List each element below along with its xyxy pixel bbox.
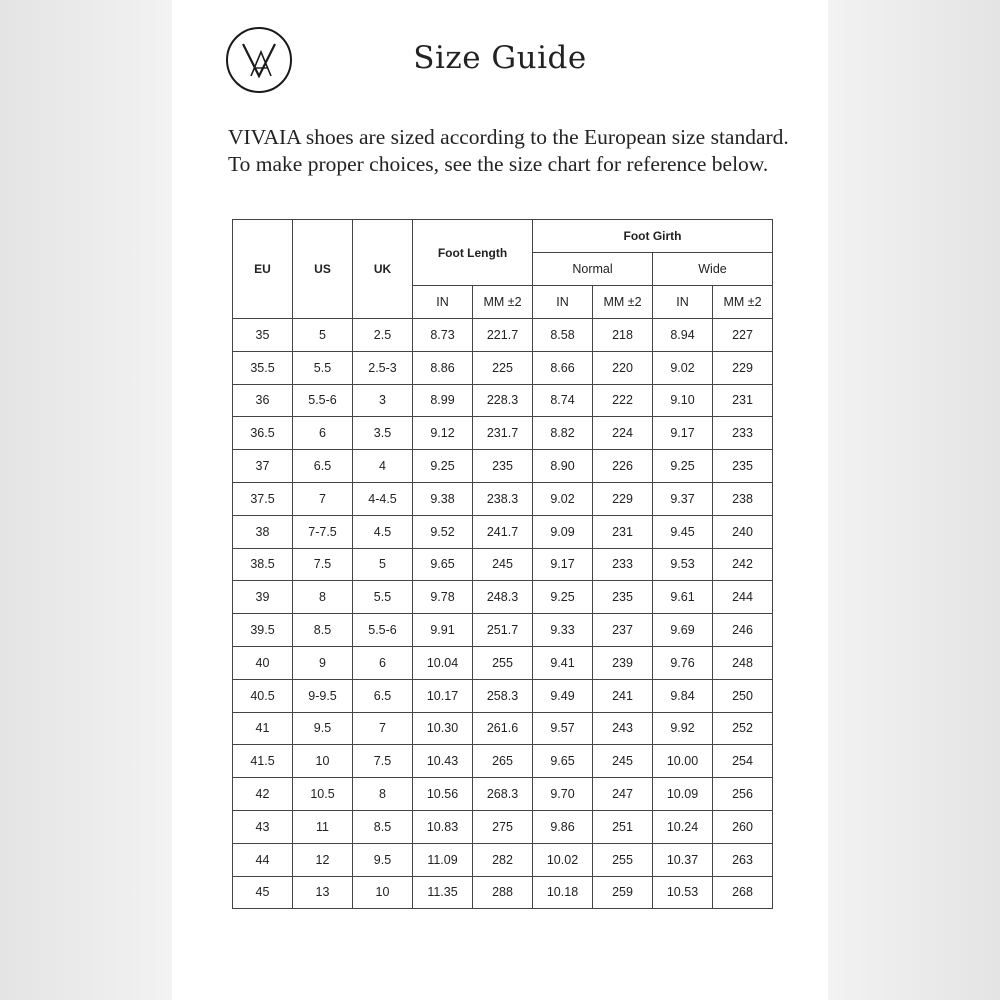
cell-uk: 10	[353, 876, 413, 909]
cell-length-in: 9.38	[413, 482, 473, 515]
cell-length-in: 8.99	[413, 384, 473, 417]
table-row	[233, 351, 773, 384]
cell-length-in: 10.17	[413, 679, 473, 712]
cell-normal-mm: 233	[593, 548, 653, 581]
cell-us: 9	[293, 646, 353, 679]
cell-wide-mm: 256	[713, 778, 773, 811]
intro-line: VIVAIA shoes are sized according to the European size standard.	[228, 125, 789, 149]
cell-length-mm: 251.7	[473, 614, 533, 647]
cell-eu: 37	[233, 450, 293, 483]
cell-us: 5.5	[293, 351, 353, 384]
cell-uk: 8	[353, 778, 413, 811]
cell-wide-in: 9.02	[653, 351, 713, 384]
cell-normal-mm: 224	[593, 417, 653, 450]
cell-us: 7	[293, 482, 353, 515]
cell-wide-in: 9.37	[653, 482, 713, 515]
cell-length-mm: 241.7	[473, 515, 533, 548]
cell-uk: 5.5	[353, 581, 413, 614]
cell-us: 9.5	[293, 712, 353, 745]
size-chart-body	[233, 319, 773, 909]
table-row	[233, 745, 773, 778]
cell-wide-in: 10.37	[653, 843, 713, 876]
cell-normal-in: 9.25	[533, 581, 593, 614]
cell-wide-in: 10.00	[653, 745, 713, 778]
cell-us: 11	[293, 810, 353, 843]
cell-us: 5.5-6	[293, 384, 353, 417]
cell-us: 12	[293, 843, 353, 876]
cell-us: 7.5	[293, 548, 353, 581]
table-row	[233, 417, 773, 450]
table-row	[233, 515, 773, 548]
cell-normal-mm: 243	[593, 712, 653, 745]
cell-wide-mm: 229	[713, 351, 773, 384]
header-normal-in: IN	[533, 286, 593, 319]
cell-wide-mm: 263	[713, 843, 773, 876]
cell-us: 5	[293, 319, 353, 352]
cell-normal-mm: 241	[593, 679, 653, 712]
cell-wide-mm: 250	[713, 679, 773, 712]
header-normal-mm: MM ±2	[593, 286, 653, 319]
cell-normal-in: 9.86	[533, 810, 593, 843]
cell-wide-in: 9.92	[653, 712, 713, 745]
cell-normal-mm: 220	[593, 351, 653, 384]
cell-length-in: 9.12	[413, 417, 473, 450]
cell-normal-in: 9.41	[533, 646, 593, 679]
cell-eu: 39.5	[233, 614, 293, 647]
cell-normal-in: 9.09	[533, 515, 593, 548]
table-row	[233, 548, 773, 581]
cell-length-mm: 268.3	[473, 778, 533, 811]
cell-wide-mm: 252	[713, 712, 773, 745]
cell-uk: 5	[353, 548, 413, 581]
cell-us: 13	[293, 876, 353, 909]
header-wide-in: IN	[653, 286, 713, 319]
cell-eu: 42	[233, 778, 293, 811]
cell-wide-mm: 244	[713, 581, 773, 614]
cell-us: 7-7.5	[293, 515, 353, 548]
cell-length-mm: 231.7	[473, 417, 533, 450]
cell-wide-mm: 268	[713, 876, 773, 909]
table-row	[233, 482, 773, 515]
cell-normal-in: 8.90	[533, 450, 593, 483]
cell-length-mm: 225	[473, 351, 533, 384]
table-row	[233, 581, 773, 614]
cell-eu: 36.5	[233, 417, 293, 450]
cell-normal-mm: 222	[593, 384, 653, 417]
cell-length-in: 10.43	[413, 745, 473, 778]
cell-eu: 38	[233, 515, 293, 548]
cell-uk: 9.5	[353, 843, 413, 876]
size-chart-table	[232, 219, 773, 909]
cell-normal-in: 9.49	[533, 679, 593, 712]
cell-length-mm: 255	[473, 646, 533, 679]
cell-us: 9-9.5	[293, 679, 353, 712]
cell-eu: 41	[233, 712, 293, 745]
cell-eu: 41.5	[233, 745, 293, 778]
cell-length-mm: 248.3	[473, 581, 533, 614]
cell-length-mm: 288	[473, 876, 533, 909]
cell-length-mm: 261.6	[473, 712, 533, 745]
intro-text	[228, 124, 818, 178]
cell-normal-mm: 235	[593, 581, 653, 614]
cell-wide-in: 9.53	[653, 548, 713, 581]
cell-length-mm: 245	[473, 548, 533, 581]
header-eu: EU	[233, 220, 293, 319]
cell-wide-in: 9.45	[653, 515, 713, 548]
cell-wide-mm: 227	[713, 319, 773, 352]
cell-wide-mm: 248	[713, 646, 773, 679]
cell-length-mm: 228.3	[473, 384, 533, 417]
cell-eu: 43	[233, 810, 293, 843]
cell-normal-mm: 231	[593, 515, 653, 548]
cell-normal-in: 10.02	[533, 843, 593, 876]
cell-length-mm: 275	[473, 810, 533, 843]
cell-wide-in: 9.25	[653, 450, 713, 483]
header-wide-mm: MM ±2	[713, 286, 773, 319]
cell-normal-mm: 239	[593, 646, 653, 679]
header-uk: UK	[353, 220, 413, 319]
cell-length-in: 9.91	[413, 614, 473, 647]
cell-uk: 6	[353, 646, 413, 679]
table-row	[233, 646, 773, 679]
cell-normal-mm: 229	[593, 482, 653, 515]
header-foot-girth: Foot Girth	[533, 220, 773, 253]
cell-normal-mm: 226	[593, 450, 653, 483]
cell-us: 10.5	[293, 778, 353, 811]
cell-uk: 4-4.5	[353, 482, 413, 515]
cell-wide-mm: 238	[713, 482, 773, 515]
cell-eu: 45	[233, 876, 293, 909]
cell-wide-in: 9.76	[653, 646, 713, 679]
table-row	[233, 679, 773, 712]
cell-length-in: 11.09	[413, 843, 473, 876]
size-guide-page	[172, 0, 828, 1000]
cell-eu: 35	[233, 319, 293, 352]
intro-line: To make proper choices, see the size chart for reference below.	[228, 152, 769, 176]
table-row	[233, 843, 773, 876]
cell-normal-in: 8.66	[533, 351, 593, 384]
cell-uk: 2.5-3	[353, 351, 413, 384]
cell-normal-in: 9.02	[533, 482, 593, 515]
cell-normal-mm: 259	[593, 876, 653, 909]
cell-us: 10	[293, 745, 353, 778]
cell-eu: 40	[233, 646, 293, 679]
table-row	[233, 614, 773, 647]
cell-uk: 6.5	[353, 679, 413, 712]
cell-wide-in: 9.10	[653, 384, 713, 417]
cell-normal-mm: 251	[593, 810, 653, 843]
page-title: Size Guide	[413, 40, 587, 76]
cell-length-in: 8.86	[413, 351, 473, 384]
cell-wide-in: 9.69	[653, 614, 713, 647]
table-row	[233, 778, 773, 811]
cell-length-in: 9.65	[413, 548, 473, 581]
cell-normal-mm: 245	[593, 745, 653, 778]
cell-wide-in: 10.53	[653, 876, 713, 909]
cell-length-mm: 282	[473, 843, 533, 876]
cell-length-in: 9.78	[413, 581, 473, 614]
cell-eu: 40.5	[233, 679, 293, 712]
cell-normal-in: 8.82	[533, 417, 593, 450]
header-foot-length: Foot Length	[413, 220, 533, 286]
cell-normal-in: 9.70	[533, 778, 593, 811]
cell-wide-mm: 254	[713, 745, 773, 778]
cell-wide-in: 10.24	[653, 810, 713, 843]
cell-uk: 3.5	[353, 417, 413, 450]
header-length-mm: MM ±2	[473, 286, 533, 319]
cell-wide-mm: 246	[713, 614, 773, 647]
cell-uk: 3	[353, 384, 413, 417]
cell-eu: 35.5	[233, 351, 293, 384]
cell-wide-mm: 233	[713, 417, 773, 450]
cell-uk: 7.5	[353, 745, 413, 778]
cell-wide-in: 9.61	[653, 581, 713, 614]
header-length-in: IN	[413, 286, 473, 319]
cell-uk: 7	[353, 712, 413, 745]
cell-wide-in: 8.94	[653, 319, 713, 352]
cell-wide-mm: 235	[713, 450, 773, 483]
header-us: US	[293, 220, 353, 319]
table-row	[233, 384, 773, 417]
cell-normal-mm: 247	[593, 778, 653, 811]
cell-length-in: 11.35	[413, 876, 473, 909]
cell-length-in: 10.56	[413, 778, 473, 811]
cell-length-in: 9.52	[413, 515, 473, 548]
cell-length-in: 10.83	[413, 810, 473, 843]
cell-uk: 5.5-6	[353, 614, 413, 647]
cell-us: 8	[293, 581, 353, 614]
cell-eu: 38.5	[233, 548, 293, 581]
cell-normal-in: 8.58	[533, 319, 593, 352]
header-normal: Normal	[533, 253, 653, 286]
cell-normal-in: 9.57	[533, 712, 593, 745]
cell-eu: 37.5	[233, 482, 293, 515]
cell-uk: 4.5	[353, 515, 413, 548]
cell-length-in: 9.25	[413, 450, 473, 483]
cell-wide-mm: 242	[713, 548, 773, 581]
cell-length-mm: 258.3	[473, 679, 533, 712]
cell-normal-mm: 237	[593, 614, 653, 647]
cell-wide-in: 9.17	[653, 417, 713, 450]
header-wide: Wide	[653, 253, 773, 286]
cell-normal-in: 9.17	[533, 548, 593, 581]
cell-uk: 2.5	[353, 319, 413, 352]
table-row	[233, 876, 773, 909]
cell-normal-in: 10.18	[533, 876, 593, 909]
cell-length-mm: 265	[473, 745, 533, 778]
cell-normal-mm: 218	[593, 319, 653, 352]
cell-length-in: 8.73	[413, 319, 473, 352]
table-row	[233, 450, 773, 483]
table-row	[233, 319, 773, 352]
cell-length-mm: 235	[473, 450, 533, 483]
background-right	[828, 0, 1000, 1000]
cell-normal-in: 9.33	[533, 614, 593, 647]
cell-length-in: 10.04	[413, 646, 473, 679]
cell-wide-in: 10.09	[653, 778, 713, 811]
cell-uk: 8.5	[353, 810, 413, 843]
background-left	[0, 0, 172, 1000]
cell-length-mm: 221.7	[473, 319, 533, 352]
cell-eu: 39	[233, 581, 293, 614]
cell-normal-in: 8.74	[533, 384, 593, 417]
table-row	[233, 712, 773, 745]
cell-us: 6	[293, 417, 353, 450]
cell-length-mm: 238.3	[473, 482, 533, 515]
cell-normal-in: 9.65	[533, 745, 593, 778]
cell-us: 6.5	[293, 450, 353, 483]
cell-us: 8.5	[293, 614, 353, 647]
cell-normal-mm: 255	[593, 843, 653, 876]
cell-eu: 36	[233, 384, 293, 417]
cell-uk: 4	[353, 450, 413, 483]
cell-eu: 44	[233, 843, 293, 876]
cell-wide-mm: 231	[713, 384, 773, 417]
table-row	[233, 810, 773, 843]
cell-wide-in: 9.84	[653, 679, 713, 712]
cell-length-in: 10.30	[413, 712, 473, 745]
cell-wide-mm: 240	[713, 515, 773, 548]
cell-wide-mm: 260	[713, 810, 773, 843]
